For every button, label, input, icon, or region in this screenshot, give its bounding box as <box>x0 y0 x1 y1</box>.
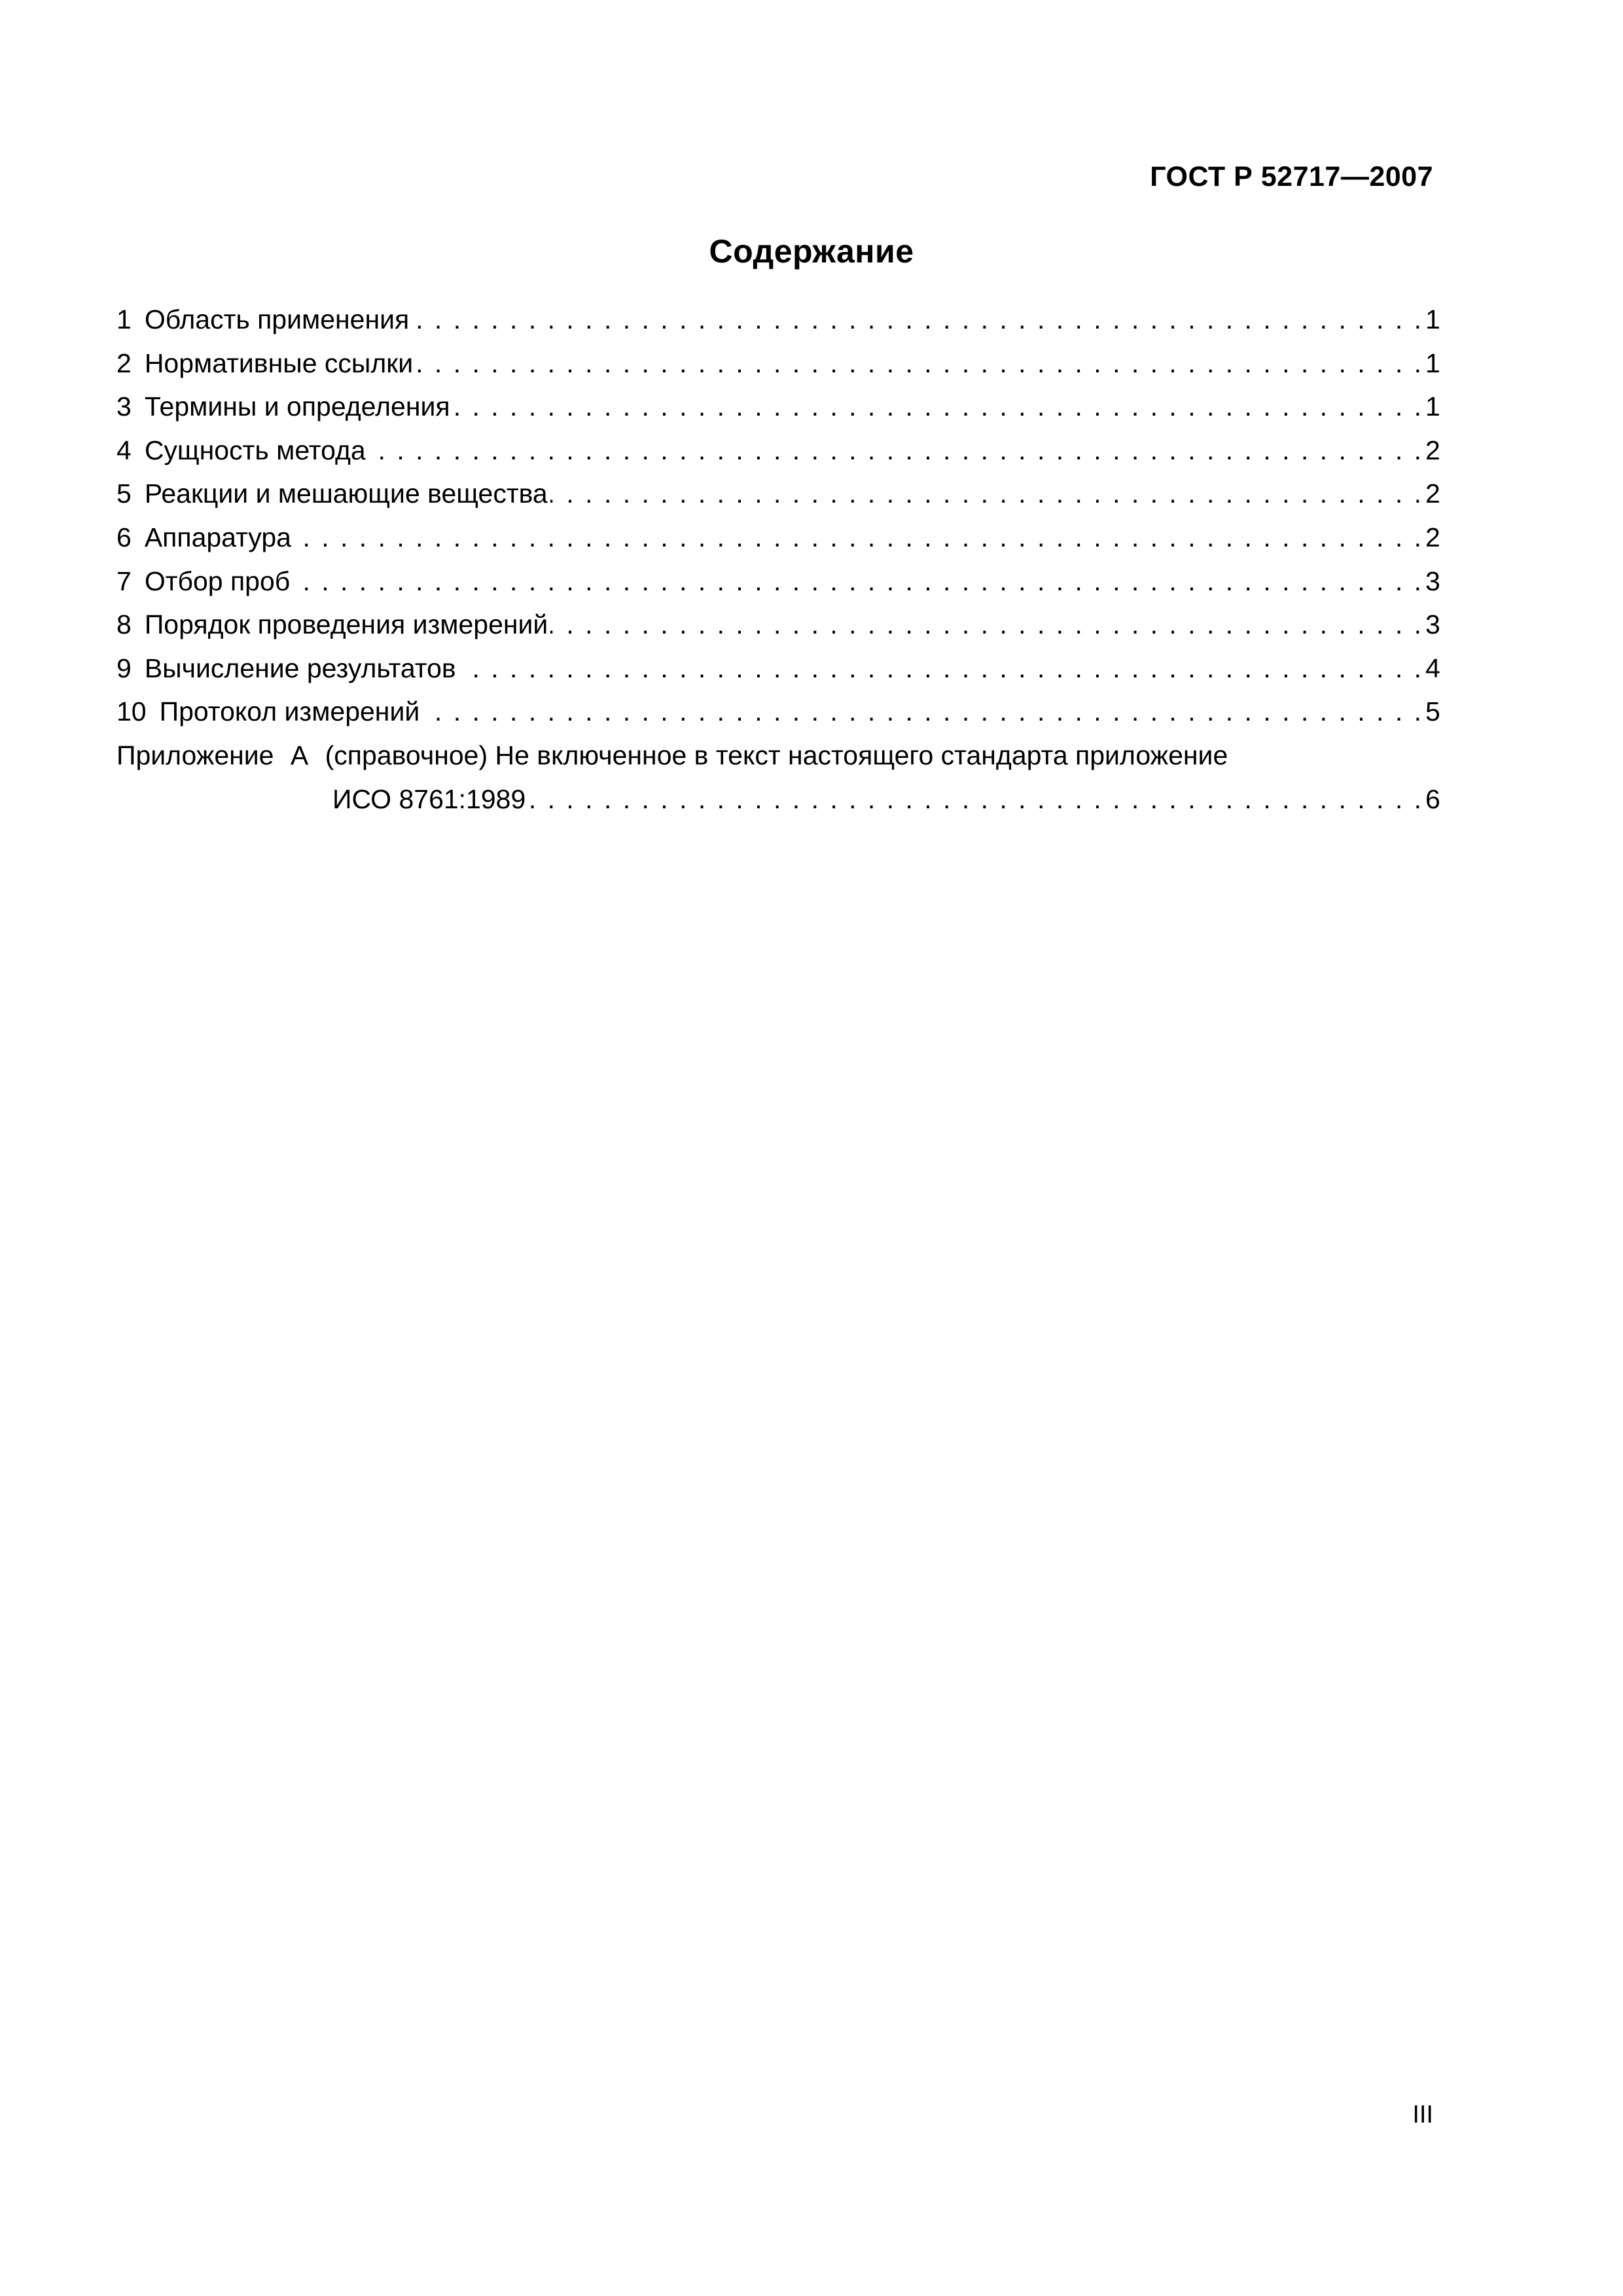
toc-entry[interactable] <box>116 429 1440 473</box>
toc-entry-page: 3 <box>1425 609 1440 640</box>
appendix-letter: А <box>290 740 309 770</box>
page-number: III <box>1412 2101 1433 2128</box>
toc-entry-page: 1 <box>1425 348 1440 378</box>
toc-dot-leader <box>412 298 1421 342</box>
toc-entry-label: Порядок проведения измерений <box>144 609 548 640</box>
toc-entry-number: 7 <box>116 565 132 596</box>
toc-entry-page: 3 <box>1425 565 1440 596</box>
toc-entry[interactable] <box>116 647 1440 691</box>
toc-entry[interactable] <box>116 342 1440 386</box>
toc-entry-label: Отбор проб <box>144 565 291 596</box>
toc-entry-page: 1 <box>1425 304 1440 334</box>
toc-entry-label: Область применения <box>144 304 410 334</box>
toc-entry-page: 6 <box>1425 783 1440 814</box>
toc-dot-leader <box>453 385 1421 429</box>
toc-entry-page: 2 <box>1425 478 1440 509</box>
toc-dot-leader <box>294 516 1421 560</box>
toc-entry-page: 2 <box>1425 522 1440 552</box>
toc-dot-leader <box>422 690 1421 734</box>
toc-entry-number: 2 <box>116 348 132 378</box>
toc-entry-label: Нормативные ссылки <box>144 348 414 378</box>
toc-entry[interactable] <box>116 385 1440 429</box>
toc-appendix-entry[interactable] <box>116 734 1440 821</box>
toc-entry-number: 6 <box>116 522 132 552</box>
toc-entry[interactable] <box>116 298 1440 342</box>
toc-dot-leader <box>416 342 1421 386</box>
toc-entry[interactable] <box>116 603 1440 647</box>
toc-title: Содержание <box>709 233 914 270</box>
appendix-title-line <box>116 734 1440 778</box>
toc-entry-label: Реакции и мешающие вещества <box>144 478 548 509</box>
toc-entry-number: 4 <box>116 435 132 465</box>
appendix-description: (справочное) Не включенное в текст настоящего стандарта приложение <box>325 740 1228 770</box>
toc-entry[interactable] <box>116 472 1440 516</box>
toc-entry-page: 4 <box>1425 653 1440 683</box>
toc-dot-leader <box>459 647 1421 691</box>
appendix-continuation-line <box>116 778 1440 821</box>
toc-entry-label: Вычисление результатов <box>144 653 456 683</box>
toc-entry-page: 5 <box>1425 696 1440 727</box>
toc-entry-label: Сущность метода <box>144 435 366 465</box>
document-code: ГОСТ Р 52717—2007 <box>1150 161 1433 192</box>
table-of-contents <box>116 298 1440 821</box>
toc-entry-label: Термины и определения <box>144 391 450 422</box>
toc-entry-page: 2 <box>1425 435 1440 465</box>
toc-entry-number: 9 <box>116 653 132 683</box>
toc-entry[interactable] <box>116 560 1440 603</box>
toc-entry-label: Аппаратура <box>144 522 291 552</box>
toc-entry-page: 1 <box>1425 391 1440 422</box>
toc-entry-number: 3 <box>116 391 132 422</box>
appendix-prefix: Приложение <box>116 740 274 770</box>
toc-entry-number: 1 <box>116 304 132 334</box>
appendix-reference: ИСО 8761:1989 <box>332 783 526 814</box>
toc-dot-leader <box>550 472 1421 516</box>
toc-dot-leader <box>293 560 1421 603</box>
toc-entry[interactable] <box>116 690 1440 734</box>
toc-entry-label: Протокол измерений <box>159 696 420 727</box>
toc-entry[interactable] <box>116 516 1440 560</box>
toc-dot-leader <box>368 429 1421 473</box>
toc-entry-number: 5 <box>116 478 132 509</box>
toc-entry-number: 10 <box>116 696 147 727</box>
toc-entry-number: 8 <box>116 609 132 640</box>
toc-dot-leader <box>550 603 1421 647</box>
toc-dot-leader <box>528 778 1421 821</box>
